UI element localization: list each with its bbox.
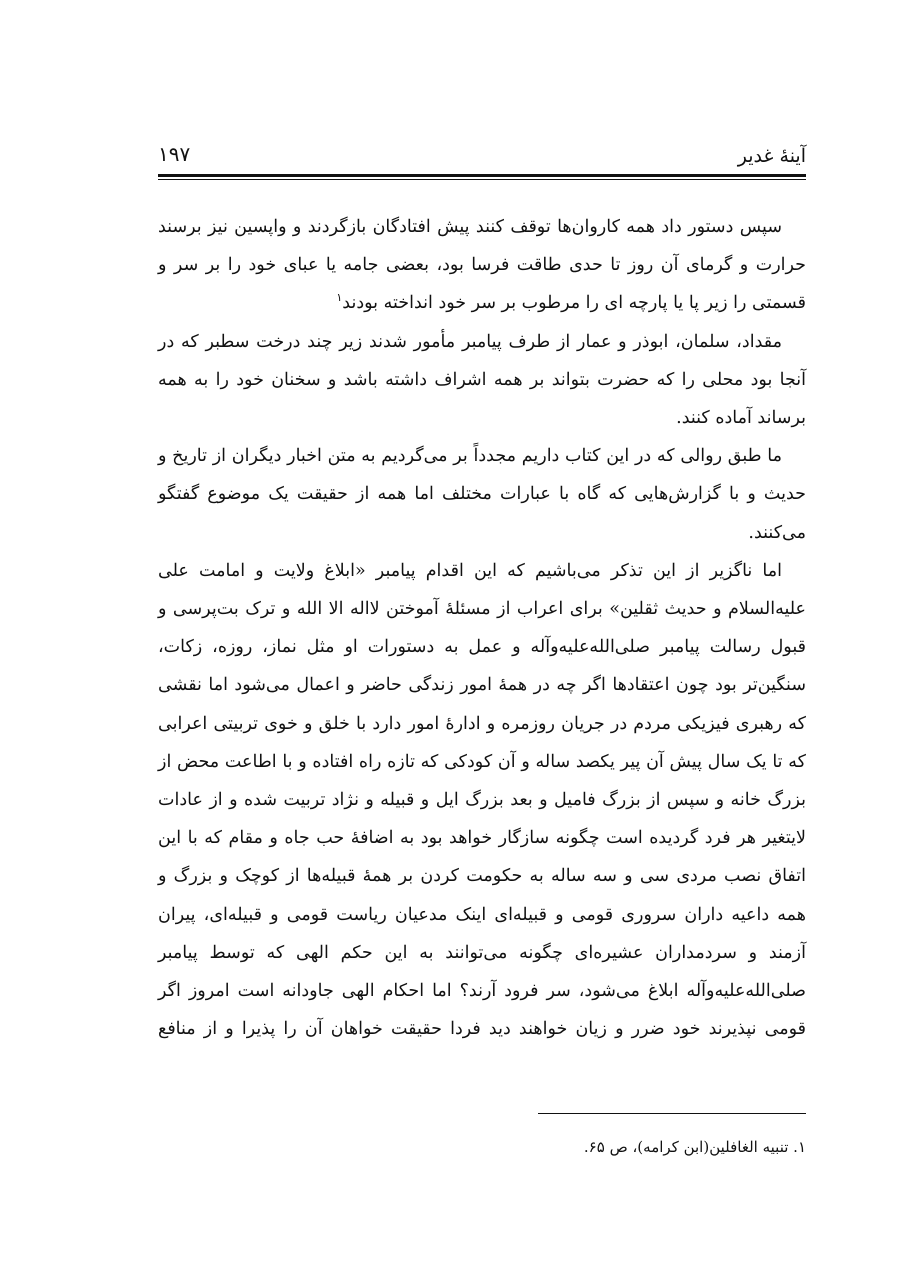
page-number: ۱۹۷ [158, 142, 191, 166]
footnote: ۱. تنبيه الغافلين(ابن كرامه)، ص ۶۵. [583, 1138, 806, 1156]
header-rule-thin [158, 179, 806, 180]
paragraph-2-text: مقداد، سلمان، ابوذر و عمار از طرف پيامبر مأمور شدند زير چند درخت سطبر كه در آنجا بود محلى را كه حضرت بتواند بر همه اشراف داشته باشد و سخنان خود را به همه برساند آماده كنند. [158, 331, 806, 429]
paragraph-1-text: سپس دستور داد همه كاروان‌ها توقف كنند پيش افتادگان بازگردند و واپسين نيز برسند حرارت و گرماى آن روز تا حدى طاقت فرسا بود، بعضى جامه يا عباى خود را بر سر و قسمتى را زير پا يا پارچه اى را مرطوب بر سر خود انداخته بودند [158, 217, 806, 314]
paragraph-4 [158, 552, 806, 1049]
running-header [158, 140, 806, 172]
paragraph-1 [158, 208, 806, 323]
footnote-separator [538, 1113, 806, 1114]
paragraph-2 [158, 323, 806, 438]
paragraph-4-text: اما ناگزير از اين تذكر مى‌باشيم كه اين اقدام پيامبر «ابلاغ ولايت و امامت على عليه‌السلام و حديث ثقلين» براى اعراب از مسئلهٔ آموختن لااله الا الله و ترک بت‌پرسى و قبول رسالت پيامبر صلى‌الله‌عليه‌وآله و عمل به دستورات او مثل نماز، روزه، زكات، سنگين‌تر بود چون اعتقادها اگر چه در همهٔ امور زندگى حاضر و اعمال مى‌شود اما نقشى كه رهبرى فيزيكى مردم در جريان روزمره و ادارهٔ امور دارد با خلق و خوى تربيتى اعرابى كه تا يک سال پيش آن پير يكصد ساله و آن كودكى كه تازه راه افتاده و با اطاعت محض از بزرگ خانه و سپس از بزرگ فاميل و بعد بزرگ ايل و قبيله و نژاد تربيت شده و از عادات لايتغير هر فرد گرديده است چگونه سازگار خواهد بود به اضافهٔ حب جاه و مقام كه با اين اتفاق نصب مردى سى و سه ساله به حكومت كردن بر همهٔ قبيله‌ها از كوچک و بزرگ و همه داعيه داران سرورى قومى و قبيله‌اى اينک مدعيان رياست قومى و قبيله‌اى، پيران آزمند و سردمداران عشيره‌اى چگونه مى‌توانند به اين حكم الهى كه توسط پيامبر صلى‌الله‌عليه‌وآله ابلاغ مى‌شود، سر فرود آرند؟ اما احكام الهى جاودانه است امروز اگر قومى نپذيرند خود ضرر و زيان خواهند ديد فردا حقيقت خواهان آن را پذيرا و از منافع [158, 560, 806, 1040]
footnote-mark: ۱ [336, 291, 343, 305]
paragraph-3 [158, 437, 806, 552]
running-title: آينهٔ غدير [737, 145, 806, 167]
main-text [158, 208, 806, 1048]
paragraph-3-text: ما طبق روالى كه در اين كتاب داريم مجدداً بر مى‌گرديم به متن اخبار ديگران از تاريخ و حديث و با گزارش‌هايى كه گاه با عبارات مختلف اما همه از حقيقت يک موضوع گفتگو مى‌كنند. [158, 446, 806, 543]
header-rule-thick [158, 174, 806, 177]
